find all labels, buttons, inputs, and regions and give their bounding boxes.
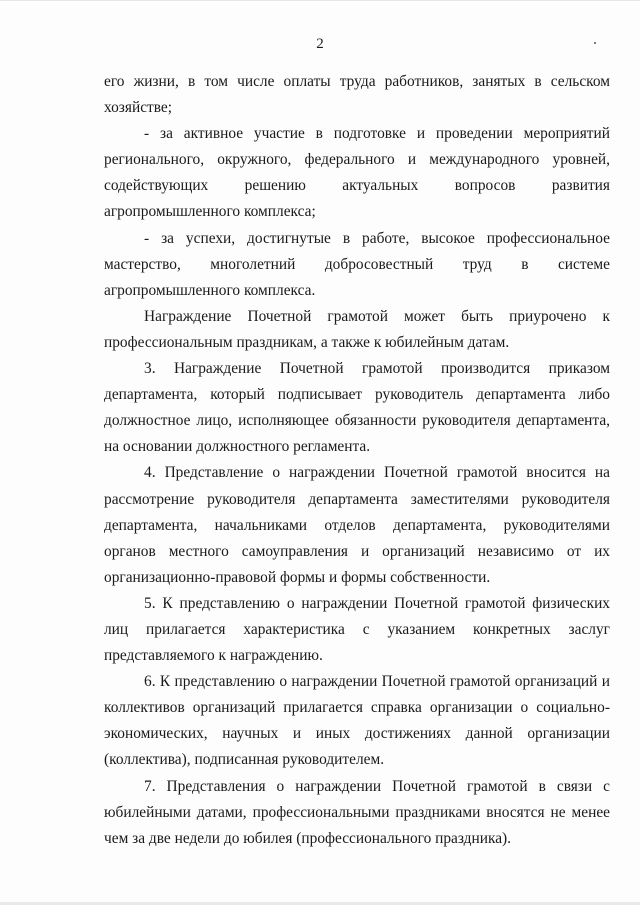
paragraph-holidays: Награждение Почетной грамотой может быть приурочено к профессиональным праздникам, а также к юбилейным датам. [104, 307, 610, 351]
page-number: 2 [316, 36, 324, 52]
paragraph-item-3: 3. Награждение Почетной грамотой производится приказом департамента, который подписывает руководитель департамента либо должностное лицо, исполняющее обязанности руководителя департамента, на основании должностного регламента. [104, 360, 610, 456]
paragraph-work-success: - за успехи, достигнутые в работе, высокое профессиональное мастерство, многолетний добросовестный труд в системе агропромышленного комплекса. [104, 229, 610, 299]
paragraph-active-participation: - за активное участие в подготовке и проведении мероприятий регионального, окружного, федерального и международного уровней, содействующих решению актуальных вопросов развития агропромышленного комплекса; [104, 125, 610, 221]
document-body [104, 69, 610, 852]
page-top-edge [0, 0, 640, 1]
paragraph-item-5: 5. К представлению о награждении Почетной грамотой физических лиц прилагается характеристика с указанием конкретных заслуг представляемого к награждению. [104, 594, 610, 665]
paragraph-continuation: его жизни, в том числе оплаты труда работников, занятых в сельском хозяйстве; [104, 73, 610, 117]
paragraph-item-6: 6. К представлению о награждении Почетной грамотой организаций и коллективов организаций прилагается справка организации о социально-экономических, научных и иных достижениях данной организации (коллектива), подписанная руководителем. [104, 673, 610, 769]
paragraph-item-4: 4. Представление о награждении Почетной грамотой вносится на рассмотрение руководителя департамента заместителями руководителя департамента, начальниками отделов департамента, руководителями органов местного самоуправления и организаций независимо от их организационно-правовой формы и формы собственности. [104, 464, 610, 586]
scan-speck [594, 42, 596, 44]
paragraph-item-7: 7. Представления о награждении Почетной грамотой в связи с юбилейными датами, профессиональными праздниками вносятся не менее чем за две недели до юбилея (профессионального праздника). [104, 777, 610, 847]
